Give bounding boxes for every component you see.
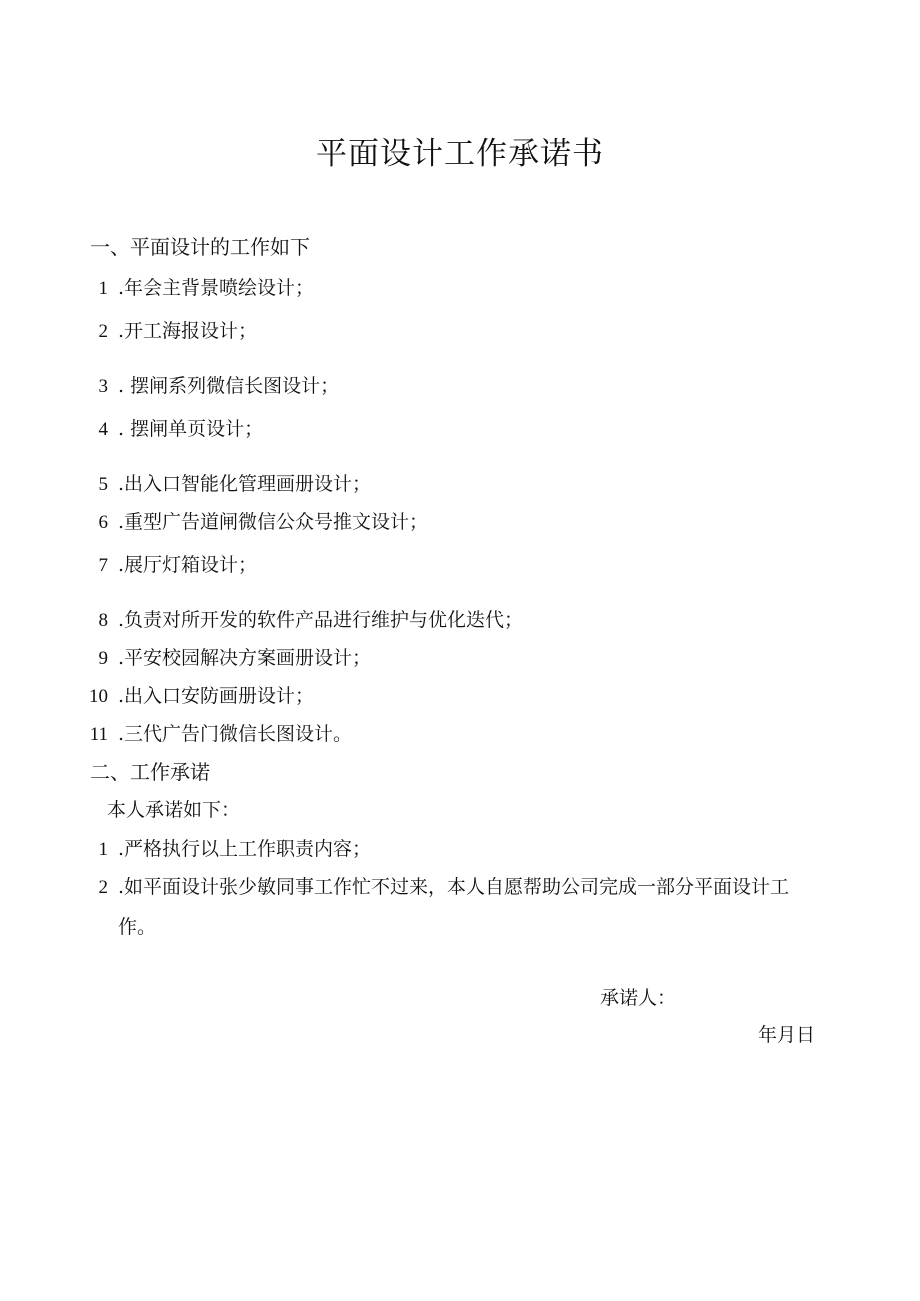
list-item-number: 7 (98, 555, 108, 576)
list-item (86, 836, 371, 863)
list-item-number: 6 (98, 512, 108, 533)
list-item-text: .出入口安防画册设计； (118, 685, 315, 707)
list-item (86, 318, 257, 345)
list-item-number: 1 (98, 839, 108, 860)
list-item-text: .负责对所开发的软件产品进行维护与优化迭代； (118, 609, 524, 631)
list-item-number: 2 (98, 877, 108, 898)
date-label: 年月日 (758, 1024, 816, 1046)
list-item-number: 11 (89, 724, 108, 745)
list-item-text: .如平面设计张少敏同事工作忙不过来，本人自愿帮助公司完成一部分平面设计工作。 (118, 876, 790, 938)
list-item (82, 683, 314, 710)
promisor-label: 承诺人： (600, 987, 677, 1009)
list-item (86, 552, 257, 579)
list-item (86, 471, 371, 498)
list-item-text: .重型广告道闸微信公众号推文设计； (118, 511, 429, 533)
list-item-number: 5 (98, 474, 108, 495)
list-item (86, 509, 428, 536)
list-item (86, 373, 339, 400)
list-item-number: 3 (98, 376, 108, 397)
section-heading-work: 一、平面设计的工作如下 (90, 235, 310, 259)
list-item-number: 1 (98, 278, 108, 299)
list-item-text: .开工海报设计； (118, 320, 258, 342)
list-item-text: . 摆闸系列微信长图设计； (118, 375, 340, 397)
list-item-text: .年会主背景喷绘设计； (118, 277, 315, 299)
list-item-number: 8 (98, 610, 108, 631)
list-item (86, 607, 523, 634)
list-item-text: .平安校园解决方案画册设计； (118, 647, 372, 669)
list-item (86, 275, 314, 302)
list-item-text: .三代广告门微信长图设计。 (118, 723, 353, 745)
list-item (86, 416, 263, 443)
list-item-text: . 摆闸单页设计； (118, 418, 264, 440)
promise-intro: 本人承诺如下： (107, 799, 241, 821)
list-item-number: 10 (89, 686, 108, 707)
list-item-number: 2 (98, 321, 108, 342)
list-item (86, 645, 371, 672)
list-item-number-row (86, 874, 108, 901)
list-item-text: .展厅灯箱设计； (118, 554, 258, 576)
document-title: 平面设计工作承诺书 (316, 136, 604, 172)
list-item-number: 4 (98, 419, 108, 440)
list-item-text: .出入口智能化管理画册设计； (118, 473, 372, 495)
list-item (82, 721, 352, 748)
list-item-text: .严格执行以上工作职责内容； (118, 838, 372, 860)
list-item-number: 9 (98, 648, 108, 669)
section-heading-promise: 二、工作承诺 (90, 760, 210, 784)
